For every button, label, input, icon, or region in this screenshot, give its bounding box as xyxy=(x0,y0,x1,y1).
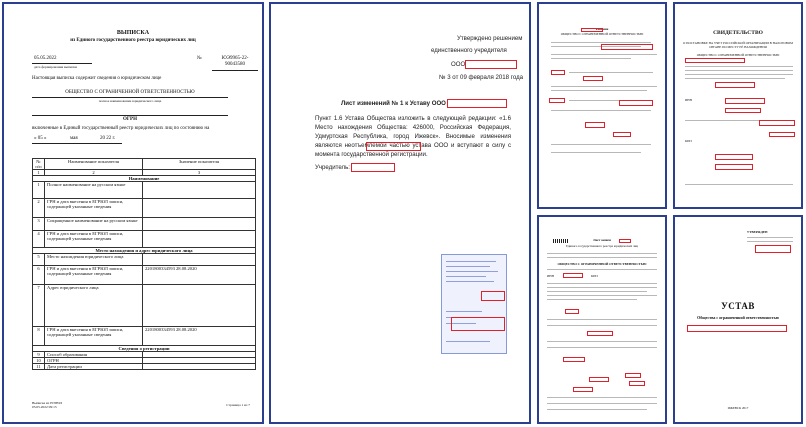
decision-title: Решение xyxy=(595,27,609,31)
row-value xyxy=(143,254,256,266)
redacted-box xyxy=(619,100,653,106)
registry-subtitle: Единого государственного реестра юридических лиц xyxy=(565,244,639,248)
protocol-line: № 3 от 09 февраля 2018 года xyxy=(439,74,524,81)
extract-ogrn-label: ОГРН xyxy=(122,117,137,122)
redacted-box xyxy=(573,387,593,392)
decision-page xyxy=(537,2,667,209)
redacted-box xyxy=(685,58,745,63)
redacted-box xyxy=(465,60,517,69)
certificate-kpp: КПП xyxy=(685,139,692,143)
row-num: 2 xyxy=(33,199,45,218)
row-num: 8 xyxy=(33,327,45,346)
registry-company: ОБЩЕСТВО С ОГРАНИЧЕННОЙ ОТВЕТСТВЕННОСТЬЮ xyxy=(557,262,647,266)
certificate-subtitle: О ПОСТАНОВКЕ НА УЧЕТ РОССИЙСКОЙ ОРГАНИЗАЦИИ В НАЛОГОВОМ ОРГАНЕ ПО МЕСТУ ЕЁ НАХОЖДЕНИЯ xyxy=(683,41,793,49)
redacted-box xyxy=(715,154,753,160)
certificate-org: ОБЩЕСТВО С ОГРАНИЧЕННОЙ ОТВЕТСТВЕННОСТЬЮ xyxy=(696,53,780,57)
row-value xyxy=(143,364,256,370)
redacted-box xyxy=(351,163,395,172)
extract-entity-name: ОБЩЕСТВО С ОГРАНИЧЕННОЙ ОТВЕТСТВЕННОСТЬЮ xyxy=(65,90,195,95)
row-num: 11 xyxy=(33,364,45,370)
redacted-box xyxy=(549,98,565,103)
redacted-box xyxy=(565,309,579,314)
extract-year: 20 22 г. xyxy=(100,136,116,141)
tax-certificate-page xyxy=(673,2,803,209)
col-index: 3 xyxy=(143,170,256,176)
redacted-box xyxy=(451,317,505,331)
footer-page: Страница 1 из 7 xyxy=(226,403,250,407)
redacted-box xyxy=(715,82,755,88)
changes-body: Пункт 1.6 Устава Общества изложить в следующей редакции: «1.6 Место нахождения Общества: 426000, Российская Федерация, Удмуртская Республика, город Ижевск». Вносимые изменения являются неотъемлемой частью устава ООО и вступают в силу с момента государственной регистрации. xyxy=(315,115,511,158)
certificate-title: СВИДЕТЕЛЬСТВО xyxy=(713,30,763,36)
row-value xyxy=(143,231,256,248)
extract-day: « 05 » xyxy=(34,136,47,141)
row-name: Дата регистрации xyxy=(45,364,143,370)
redacted-box xyxy=(629,381,645,386)
redacted-box xyxy=(625,373,641,378)
row-value: 2201800334593 28.08.2020 xyxy=(143,266,256,285)
approved-line-1: Утверждено решением xyxy=(457,35,523,42)
row-value: 2201800334593 28.08.2020 xyxy=(143,327,256,346)
redacted-box xyxy=(589,377,609,382)
redacted-box xyxy=(755,245,791,253)
redacted-box xyxy=(587,331,613,336)
redacted-box xyxy=(725,98,765,104)
row-name: ОГРН xyxy=(45,358,143,364)
redacted-box xyxy=(759,120,795,126)
redacted-box xyxy=(715,164,753,170)
charter-title: УСТАВ xyxy=(721,301,755,311)
redacted-box xyxy=(366,142,421,151)
col-index: 2 xyxy=(45,170,143,176)
redacted-box xyxy=(769,132,795,137)
charter-page xyxy=(673,215,803,424)
approved-line-2: единственного учредителя xyxy=(431,47,507,54)
redacted-box xyxy=(447,99,507,108)
row-name: ГРН и дата внесения в ЕГРЮЛ записи, содержащей указанные сведения xyxy=(45,199,143,218)
redacted-box xyxy=(481,291,505,301)
extract-included: включенные в Единый государственный реестр юридических лиц по состоянию на xyxy=(32,126,210,131)
changes-title: Лист изменений № 1 к Уставу ООО xyxy=(341,100,446,107)
extract-table xyxy=(32,158,256,370)
row-num: 6 xyxy=(33,266,45,285)
registry-inn: ИНН xyxy=(547,274,554,278)
egrul-extract-page xyxy=(2,2,264,424)
extract-date: 05.05.2022 xyxy=(34,56,57,61)
redacted-box xyxy=(613,132,631,137)
redacted-box xyxy=(725,108,761,113)
footer-left-2: 05.05.2022 09:15 xyxy=(32,405,57,409)
section-registration: Сведения о регистрации xyxy=(33,346,256,352)
col-num: № п/п xyxy=(33,159,45,170)
extract-title: ВЫПИСКА xyxy=(116,30,150,36)
row-value xyxy=(143,218,256,231)
changes-sheet-page xyxy=(269,2,531,424)
redacted-box xyxy=(551,70,565,75)
row-value xyxy=(143,182,256,199)
row-num: 4 xyxy=(33,231,45,248)
registry-title: Лист записи xyxy=(593,238,611,242)
row-num: 5 xyxy=(33,254,45,266)
row-num: 1 xyxy=(33,182,45,199)
redacted-box xyxy=(687,325,787,332)
redacted-box xyxy=(601,44,653,50)
redacted-box xyxy=(583,76,603,81)
section-name: Наименование xyxy=(33,176,256,182)
row-num: 9 xyxy=(33,352,45,358)
redacted-box xyxy=(563,357,585,362)
extract-number-sign: № xyxy=(197,56,202,61)
extract-month: мая xyxy=(70,136,78,141)
row-name: Сокращенное наименование на русском языке xyxy=(45,218,143,231)
col-name: Наименование показателя xyxy=(45,159,143,170)
row-name: Полное наименование на русском языке xyxy=(45,182,143,199)
row-num: 7 xyxy=(33,285,45,327)
row-value xyxy=(143,199,256,218)
section-address: Место нахождения и адрес юридического лица xyxy=(33,248,256,254)
row-name: Способ образования xyxy=(45,352,143,358)
row-name: ГРН и дата внесения в ЕГРЮЛ записи, содержащей указанные сведения xyxy=(45,266,143,285)
extract-subtitle: из Единого государственного реестра юридических лиц xyxy=(70,38,196,43)
redacted-box xyxy=(619,239,631,243)
extract-intro: Настоящая выписка содержит сведения о юридическом лице xyxy=(32,76,162,81)
extract-entity-caption: полное наименование юридического лица xyxy=(98,99,162,103)
row-num: 10 xyxy=(33,358,45,364)
founder-label: Учредитель: xyxy=(315,164,350,171)
extract-number: ЮЭ9965-22-90043580 xyxy=(221,56,249,67)
redacted-box xyxy=(581,28,603,32)
registry-kpp: КПП xyxy=(591,274,598,278)
approved-ooo: ООО xyxy=(451,61,466,68)
registry-sheet-page xyxy=(537,215,667,424)
redacted-box xyxy=(585,122,605,128)
row-name: ГРН и дата внесения в ЕГРЮЛ записи, содержащей указанные сведения xyxy=(45,231,143,248)
footer-left-1: Выписка из ЕГРЮЛ xyxy=(32,401,63,405)
redacted-box xyxy=(563,273,583,278)
extract-date-caption: дата формирования выписки xyxy=(34,65,77,69)
row-num: 3 xyxy=(33,218,45,231)
charter-approved: УТВЕРЖДЕН xyxy=(747,230,768,234)
decision-company: ОБЩЕСТВО С ОГРАНИЧЕННОЙ ОТВЕТСТВЕННОСТЬЮ xyxy=(560,32,644,36)
col-index: 1 xyxy=(33,170,45,176)
row-name: Адрес юридического лица xyxy=(45,285,143,327)
col-value: Значение показателя xyxy=(143,159,256,170)
charter-subtitle: Общества с ограниченной ответственностью xyxy=(697,315,779,320)
charter-city: ИЖЕВСК 2017 xyxy=(727,406,749,410)
row-name: Место нахождения юридического лица xyxy=(45,254,143,266)
registration-stamp xyxy=(441,254,507,354)
certificate-inn: ИНН xyxy=(685,98,692,102)
row-value xyxy=(143,285,256,327)
row-name: ГРН и дата внесения в ЕГРЮЛ записи, содержащей указанные сведения xyxy=(45,327,143,346)
